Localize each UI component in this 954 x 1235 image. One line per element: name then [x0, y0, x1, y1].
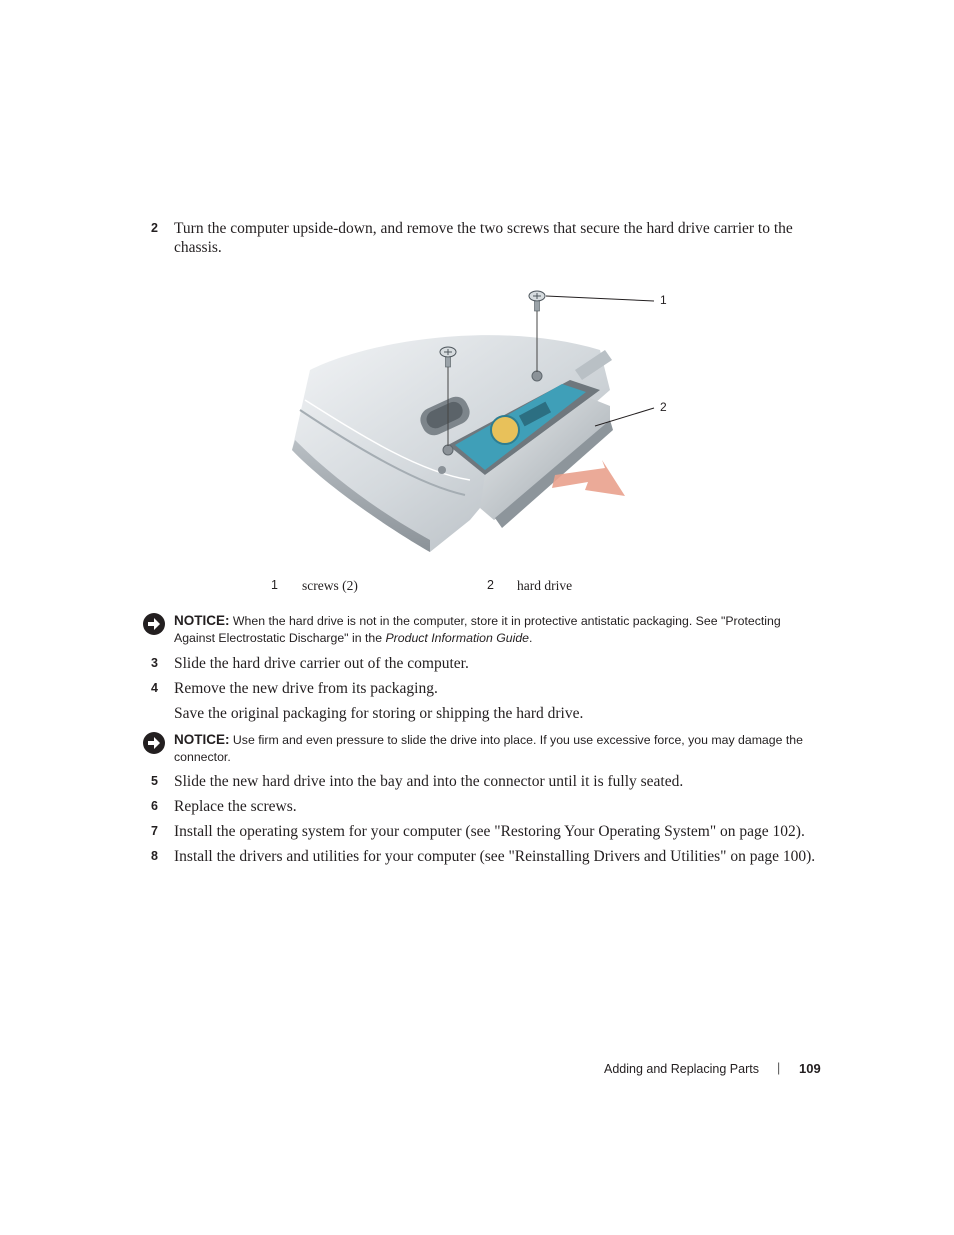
step-4-number: 4	[151, 681, 158, 695]
footer-separator: |	[777, 1061, 781, 1075]
notice-firm-pressure	[142, 731, 822, 771]
notice-end: .	[529, 631, 533, 645]
legend-num-1: 1	[271, 578, 278, 592]
legend-label-1: screws (2)	[302, 578, 358, 593]
step-2-number: 2	[151, 221, 158, 235]
step-5-number: 5	[151, 774, 158, 788]
step-4-note: Save the original packaging for storing or shipping the hard drive.	[174, 705, 584, 722]
notice-static-packaging	[142, 612, 822, 652]
step-8-text: Install the drivers and utilities for your computer (see "Reinstalling Drivers and Utilities" on page 100).	[174, 848, 816, 865]
notice-arrow-icon	[142, 612, 166, 636]
legend-num-2: 2	[487, 578, 494, 592]
step-8-number: 8	[151, 849, 158, 863]
product-guide-title: Product Information Guide	[385, 631, 530, 645]
page-number: 109	[799, 1061, 821, 1076]
step-2-text: Turn the computer upside-down, and remove the two screws that secure the hard drive carrier to the chassis.	[174, 220, 793, 256]
step-7-number: 7	[151, 824, 158, 838]
hard-drive-illustration	[280, 280, 680, 570]
notice-text	[174, 612, 822, 647]
step-3-number: 3	[151, 656, 158, 670]
legend-label-2: hard drive	[517, 578, 573, 593]
step-5-text: Slide the new hard drive into the bay and into the connector until it is fully seated.	[174, 773, 684, 790]
notice-body-text: When the hard drive is not in the computer, store it in protective antistatic packaging. See "Protecting Against Electrostatic Discharge" in the	[174, 614, 781, 645]
notice-label: NOTICE:	[174, 732, 230, 747]
callout-1: 1	[660, 293, 667, 307]
step-6-text: Replace the screws.	[174, 798, 297, 815]
screw-icon	[529, 291, 545, 311]
step-4-text: Remove the new drive from its packaging.	[174, 680, 438, 697]
notice-text	[174, 731, 822, 766]
footer-section-title: Adding and Replacing Parts	[604, 1062, 759, 1076]
step-6-number: 6	[151, 799, 158, 813]
notice-body-text: Use firm and even pressure to slide the drive into place. If you use excessive force, you may damage the connector.	[174, 733, 803, 764]
callout-2: 2	[660, 400, 667, 414]
step-3-text: Slide the hard drive carrier out of the computer.	[174, 655, 469, 672]
notice-label: NOTICE:	[174, 613, 230, 628]
notice-arrow-icon	[142, 731, 166, 755]
step-7-text: Install the operating system for your computer (see "Restoring Your Operating System" on page 102).	[174, 823, 805, 840]
